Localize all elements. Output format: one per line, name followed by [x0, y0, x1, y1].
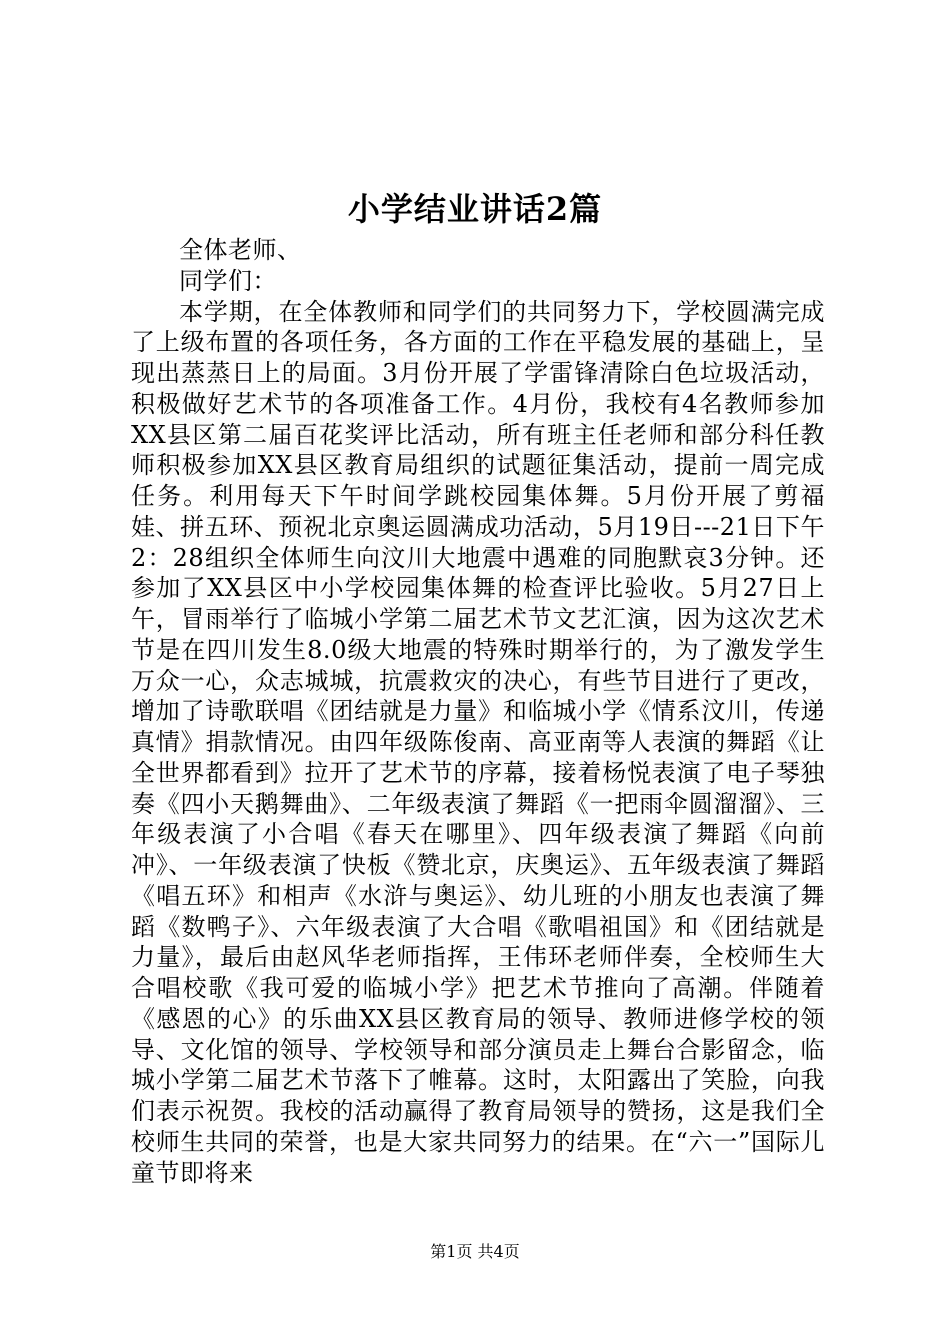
- document-body: [131, 235, 825, 1188]
- page-title: 小学结业讲话2篇: [347, 190, 603, 228]
- greeting-line-1: 全体老师、: [179, 236, 302, 264]
- body-paragraph: 本学期，在全体教师和同学们的共同努力下，学校圆满完成了上级布置的各项任务，各方面的工作在平稳发展的基础上，呈现出蒸蒸日上的局面。3月份开展了学雷锋清除白色垃圾活动，积极做好艺术节的各项准备工作。4月份，我校有4名教师参加XX县区第二届百花奖评比活动，所有班主任老师和部分科任教师积极参加XX县区教育局组织的试题征集活动，提前一周完成任务。利用每天下午时间学跳校园集体舞。5月份开展了剪福娃、拼五环、预祝北京奥运圆满成功活动，5月19日---21日下午2：28组织全体师生向汶川大地震中遇难的同胞默哀3分钟。还参加了XX县区中小学校园集体舞的检查评比验收。5月27日上午，冒雨举行了临城小学第二届艺术节文艺汇演，因为这次艺术节是在四川发生8.0级大地震的特殊时期举行的，为了激发学生万众一心，众志城城，抗震救灾的决心，有些节目进行了更改，增加了诗歌联唱《团结就是力量》和临城小学《情系汶川，传递真情》捐款情况。由四年级陈俊南、高亚南等人表演的舞蹈《让全世界都看到》拉开了艺术节的序幕，接着杨悦表演了电子琴独奏《四小天鹅舞曲》、二年级表演了舞蹈《一把雨伞圆溜溜》、三年级表演了小合唱《春天在哪里》、四年级表演了舞蹈《向前冲》、一年级表演了快板《赞北京，庆奥运》、五年级表演了舞蹈《唱五环》和相声《水浒与奥运》、幼儿班的小朋友也表演了舞蹈《数鸭子》、六年级表演了大合唱《歌唱祖国》和《团结就是力量》，最后由赵风华老师指挥，王伟环老师伴奏，全校师生大合唱校歌《我可爱的临城小学》把艺术节推向了高潮。伴随着《感恩的心》的乐曲XX县区教育局的领导、教师进修学校的领导、文化馆的领导、学校领导和部分演员走上舞台合影留念，临城小学第二届艺术节落下了帷幕。这时，太阳露出了笑脸，向我们表示祝贺。我校的活动赢得了教育局领导的赞扬，这是我们全校师生共同的荣誉，也是大家共同努力的结果。在“六一”国际儿童节即将来: [131, 297, 825, 1187]
- greeting-line-2: 同学们：: [179, 266, 277, 295]
- page-footer: 第1页 共4页: [430, 1242, 520, 1261]
